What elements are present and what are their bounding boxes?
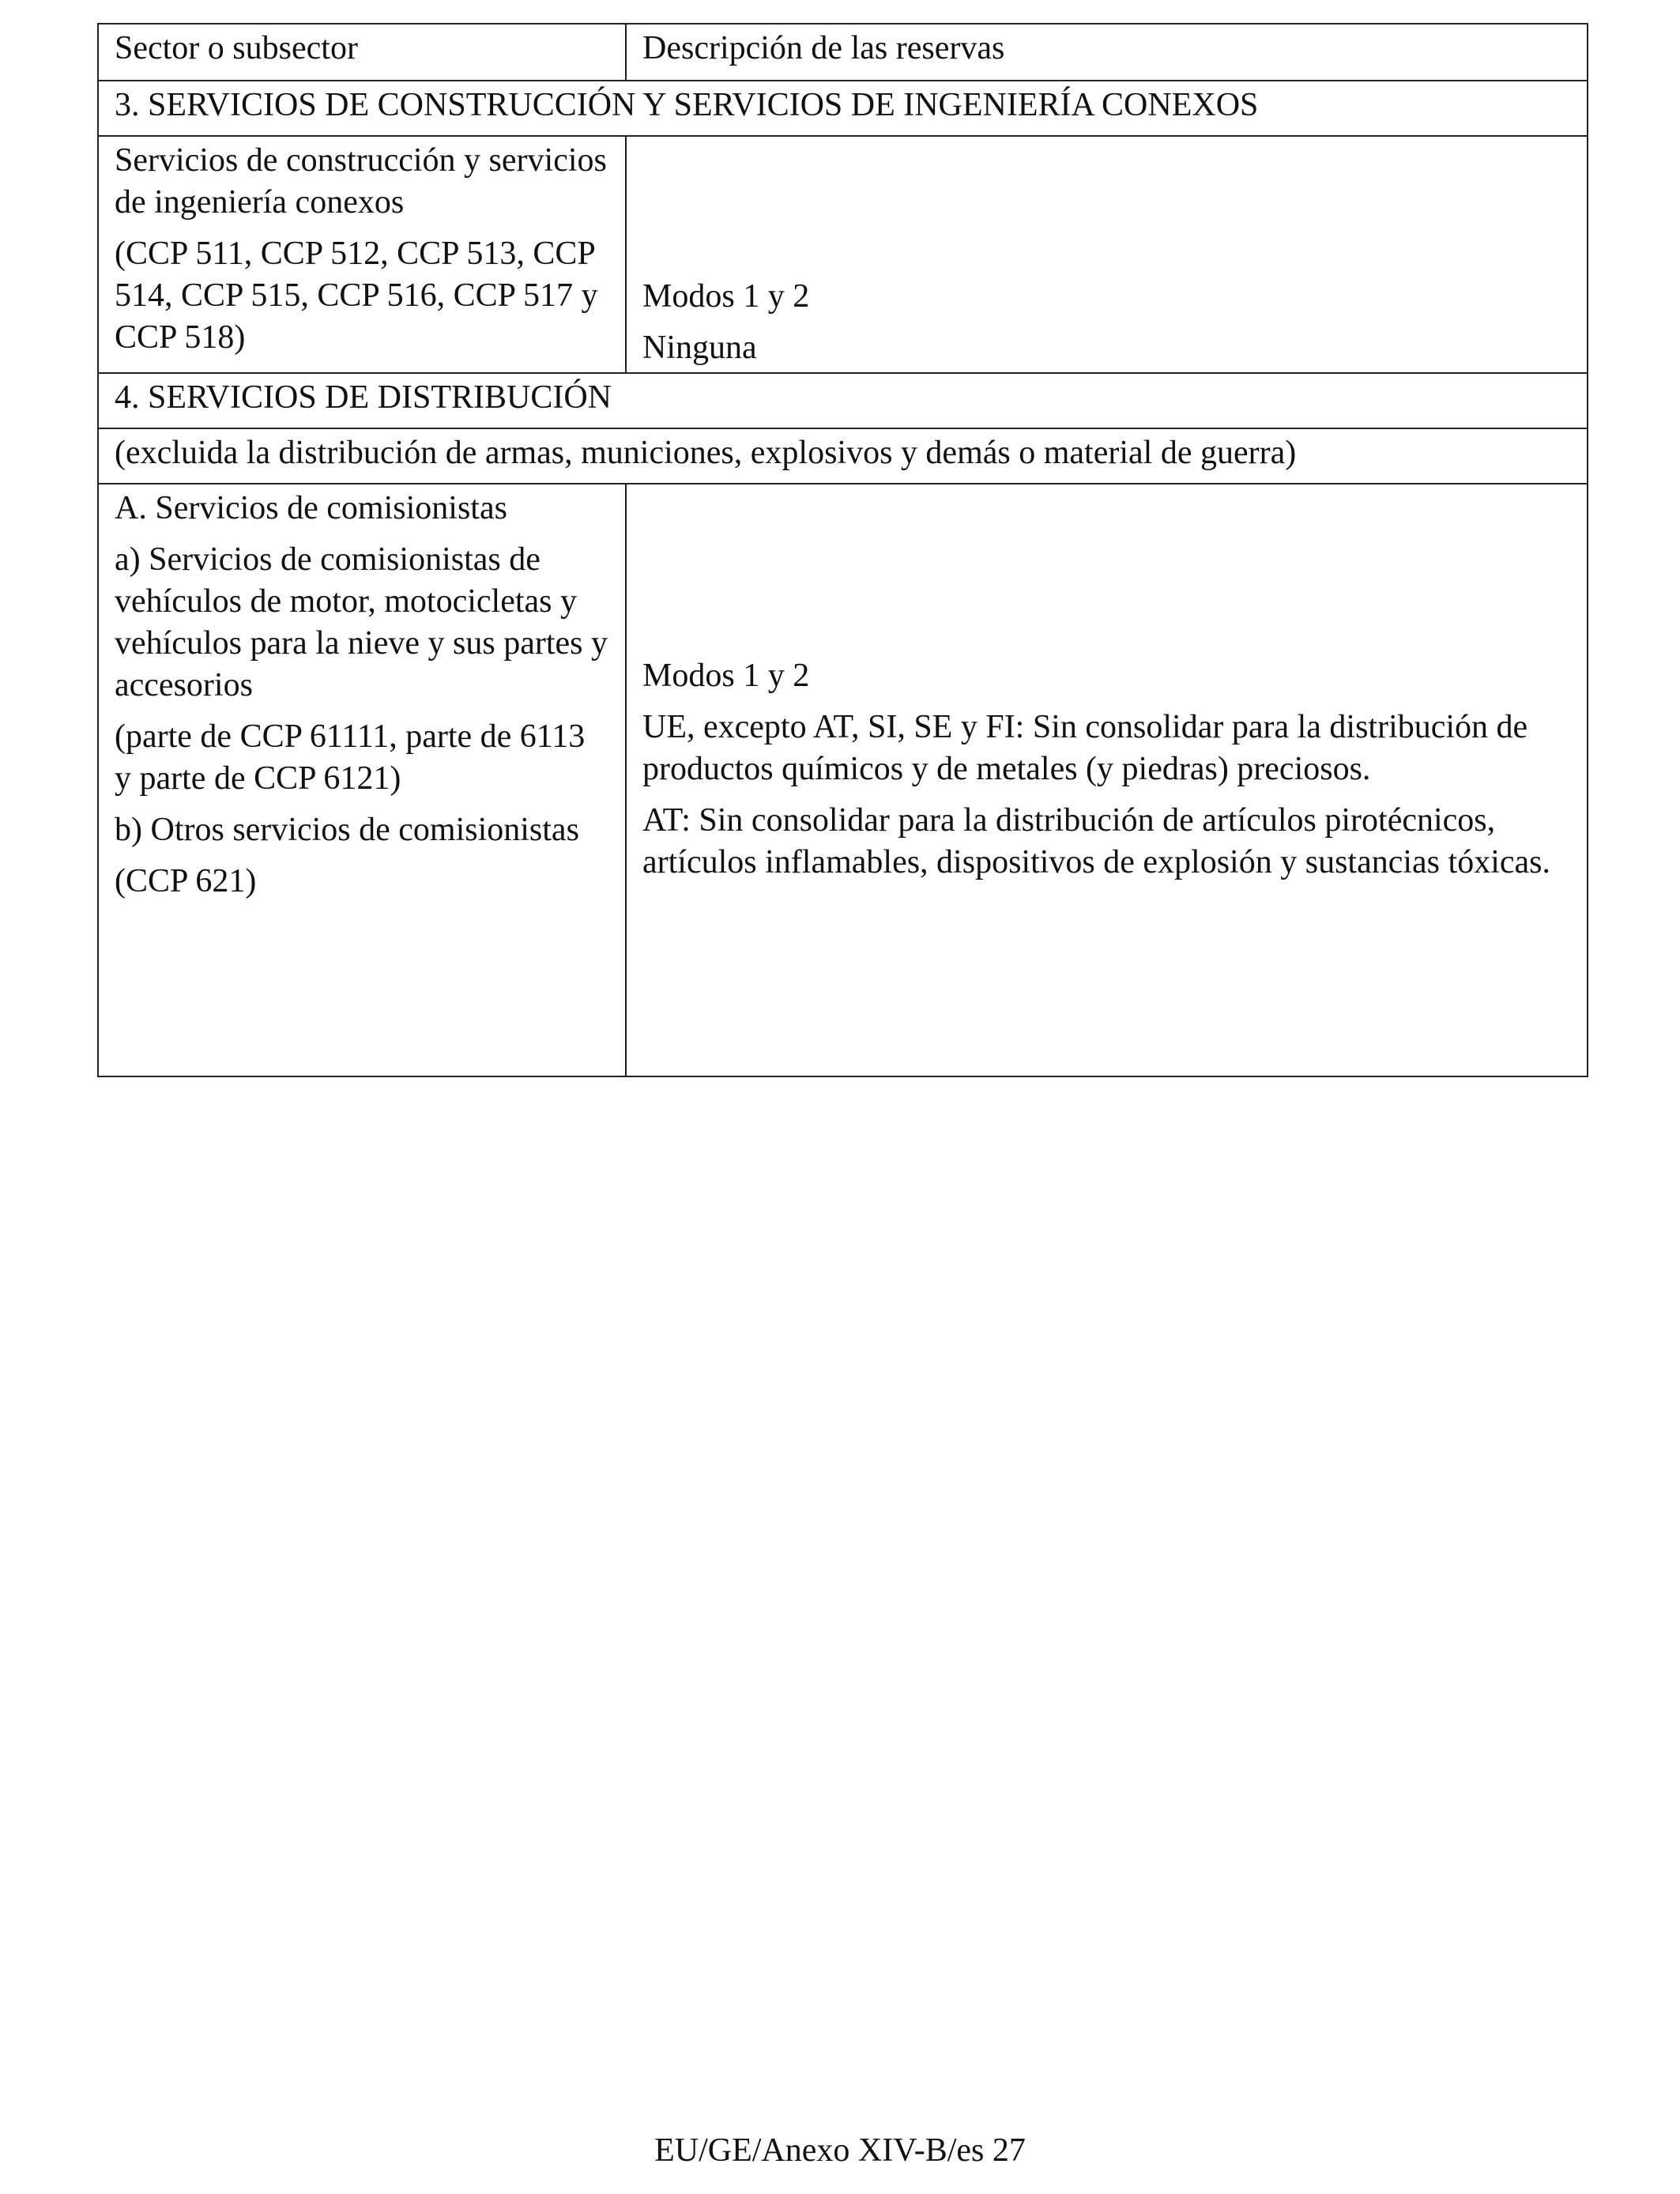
table-row	[98, 484, 1588, 1076]
sector-item-a: a) Servicios de comisionistas de vehículos de motor, motocicletas y vehículos para la nieve y sus partes y accesorios	[115, 541, 608, 703]
description-cell	[626, 136, 1588, 373]
header-description-label: Descripción de las reservas	[642, 30, 1005, 66]
description-reservation-eu: UE, excepto AT, SI, SE y FI: Sin consolidar para la distribución de productos químicos y de metales (y piedras) preciosos.	[642, 709, 1528, 787]
description-reservation-at: AT: Sin consolidar para la distribución de artículos pirotécnicos, artículos inflamables, dispositivos de explosión y sustancias tóxicas.	[642, 802, 1550, 880]
section-3-title: 3. SERVICIOS DE CONSTRUCCIÓN Y SERVICIOS DE INGENIERÍA CONEXOS	[115, 87, 1259, 123]
description-modes: Modos 1 y 2	[642, 658, 810, 694]
sector-item-b-codes: (CCP 621)	[115, 863, 257, 899]
sector-name: Servicios de construcción y servicios de ingeniería conexos	[115, 142, 607, 221]
description-modes: Modos 1 y 2	[642, 278, 810, 315]
section-4-note-row	[98, 428, 1588, 484]
sector-item-b: b) Otros servicios de comisionistas	[115, 812, 579, 848]
reservations-table	[97, 23, 1588, 1077]
header-description-cell	[626, 24, 1588, 81]
page-footer-reference: EU/GE/Anexo XIV-B/es 27	[654, 2132, 1026, 2169]
description-reservation: Ninguna	[642, 330, 757, 366]
section-4-title-row	[98, 373, 1588, 428]
section-4-title: 4. SERVICIOS DE DISTRIBUCIÓN	[115, 379, 612, 416]
header-sector-cell	[98, 24, 626, 81]
sector-heading: A. Servicios de comisionistas	[115, 490, 507, 526]
sector-cell	[98, 136, 626, 373]
table-row	[98, 136, 1588, 373]
sector-ccp-codes: (CCP 511, CCP 512, CCP 513, CCP 514, CCP 515, CCP 516, CCP 517 y CCP 518)	[115, 236, 598, 356]
section-3-title-cell	[98, 81, 1588, 136]
table-header-row	[98, 24, 1588, 81]
sector-cell	[98, 484, 626, 1076]
sector-item-a-codes: (parte de CCP 61111, parte de 6113 y parte de CCP 6121)	[115, 718, 586, 797]
section-4-title-cell	[98, 373, 1588, 428]
section-3-title-row	[98, 81, 1588, 136]
section-4-note: (excluida la distribución de armas, municiones, explosivos y demás o material de guerra)	[115, 435, 1297, 471]
header-sector-label: Sector o subsector	[115, 30, 358, 66]
section-4-note-cell	[98, 428, 1588, 484]
description-cell	[626, 484, 1588, 1076]
